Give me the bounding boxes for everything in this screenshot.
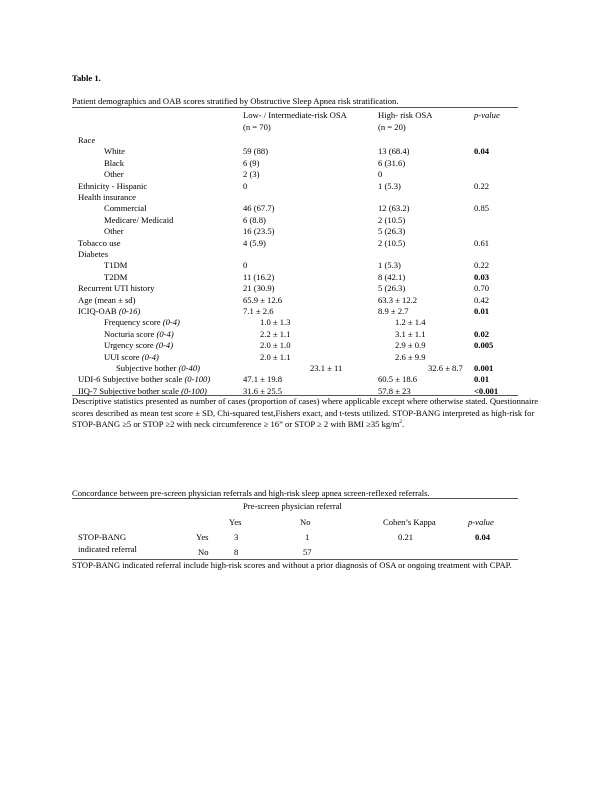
col-low-header-2: (n = 70): [243, 122, 271, 132]
row-other-label: Other: [104, 169, 124, 180]
row-iciq-oab-high: 8.9 ± 2.7: [378, 306, 409, 316]
row-t2dm-low: 11 (16.2): [243, 271, 275, 282]
row-age-mean-sd-low: 65.9 ± 12.6: [243, 294, 283, 305]
table2-top-rule: [72, 498, 518, 499]
col-high-header-2: (n = 20): [378, 122, 406, 132]
row-udi-6-subjective-bother-scale-label: UDI-6 Subjective bother scale (0-100): [78, 374, 211, 385]
row-commercial-low: 46 (67.7): [243, 203, 275, 214]
table2-kappa-value: 0.21: [398, 532, 414, 542]
row-subjective-bother-low: 23.1 ± 11: [310, 363, 343, 373]
table2-col-kappa: Cohen’s Kappa: [383, 517, 436, 527]
row-age-mean-sd-label: Age (mean ± sd): [78, 294, 136, 305]
table2-row-yes-label: Yes: [196, 532, 209, 542]
row-ethnicity-hispanic-low: 0: [243, 180, 248, 191]
row-white-high: 13 (68.4): [378, 146, 410, 157]
row-white-low: 59 (88): [243, 146, 269, 157]
row-recurrent-uti-history-p: 0.70: [474, 283, 490, 294]
row-frequency-score-low: 1.0 ± 1.3: [260, 317, 291, 328]
row-recurrent-uti-history-high: 5 (26.3): [378, 283, 406, 294]
row-commercial-high: 12 (63.2): [378, 203, 410, 214]
row-tobacco-use-label: Tobacco use: [78, 237, 121, 248]
row-recurrent-uti-history-low: 21 (30.9): [243, 283, 275, 294]
row-race-label: Race: [78, 135, 96, 145]
row-subjective-bother-p: 0.001: [474, 363, 494, 373]
table2-footnote: STOP-BANG indicated referral include high-risk scores and without a prior diagnosis of OSA or ongoing treatment with CPAP.: [72, 560, 512, 570]
row-nocturia-score-low: 2.2 ± 1.1: [260, 328, 291, 339]
row-iciq-oab-label: ICIQ-OAB (0-16): [78, 306, 141, 316]
row-black-low: 6 (9): [243, 157, 260, 168]
row-t2dm-high: 8 (42.1): [378, 271, 406, 282]
row-black-label: Black: [104, 157, 125, 168]
col-high-header-1: High- risk OSA: [378, 110, 433, 120]
table2-col-yes: Yes: [229, 517, 242, 527]
table1-footnote: Descriptive statistics presented as number of cases (proportion of cases) where applicable except where otherwise stated. Questionnaire scores described as mean test score ± SD, Chi-squared test,Fishers exact, and t-tests utilized. STOP-BANG interpreted as high-risk for STOP-BANG ≥5 or STOP ≥2 with neck circumference ≥ 16” or STOP ≥ 2 with BMI ≥35 $kg/m^2$.: [72, 396, 539, 430]
row-udi-6-subjective-bother-scale-low: 47.1 ± 19.8: [243, 374, 283, 385]
row-ethnicity-hispanic-label: Ethnicity - Hispanic: [78, 180, 148, 191]
row-urgency-score-high: 2.9 ± 0.9: [395, 340, 426, 351]
row-uui-score-low: 2.0 ± 1.1: [260, 351, 291, 362]
row-uui-score-high: 2.6 ± 9.9: [395, 351, 426, 362]
table2-col-p: p-value: [468, 517, 494, 527]
row-tobacco-use-high: 2 (10.5): [378, 237, 406, 248]
row-iciq-oab-p: 0.01: [474, 306, 490, 316]
table1-label: Table 1.: [72, 73, 101, 83]
row-t2dm-label: T2DM: [104, 271, 128, 282]
row-ethnicity-hispanic-p: 0.22: [474, 180, 490, 191]
row-health-insurance-label: Health insurance: [78, 192, 136, 202]
row-other-low: 16 (23.5): [243, 226, 275, 237]
row-recurrent-uti-history-label: Recurrent UTI history: [78, 283, 155, 294]
row-urgency-score-p: 0.005: [474, 340, 494, 351]
row-medicare-medicaid-high: 2 (10.5): [378, 214, 406, 225]
row-frequency-score-high: 1.2 ± 1.4: [395, 317, 426, 328]
row-ethnicity-hispanic-high: 1 (5.3): [378, 180, 401, 191]
row-medicare-medicaid-label: Medicare/ Medicaid: [104, 214, 174, 225]
row-iciq-oab-low: 7.1 ± 2.6: [243, 306, 274, 316]
row-white-label: White: [104, 146, 125, 157]
row-age-mean-sd-high: 63.3 ± 12.2: [378, 294, 418, 305]
row-subjective-bother-high: 32.6 ± 8.7: [428, 363, 463, 373]
col-p-header: p-value: [474, 110, 500, 120]
row-other-high: 0: [378, 169, 383, 180]
row-other-high: 5 (26.3): [378, 226, 406, 237]
row-uui-score-label: UUI score (0-4): [104, 351, 159, 362]
row-age-mean-sd-p: 0.42: [474, 294, 490, 305]
table2-cell-yes-no: 1: [305, 532, 310, 542]
row-other-low: 2 (3): [243, 169, 260, 180]
row-udi-6-subjective-bother-scale-p: 0.01: [474, 374, 490, 385]
table2-row-label-2: indicated referral: [78, 544, 137, 554]
row-t1dm-low: 0: [243, 260, 248, 271]
row-subjective-bother-label: Subjective bother (0-40): [116, 363, 201, 373]
row-commercial-p: 0.85: [474, 203, 490, 214]
row-white-p: 0.04: [474, 146, 490, 157]
row-black-high: 6 (31.6): [378, 157, 406, 168]
row-tobacco-use-p: 0.61: [474, 237, 490, 248]
row-t1dm-high: 1 (5.3): [378, 260, 401, 271]
table2-row-label-1: STOP-BANG: [78, 532, 127, 542]
table1-top-rule: [72, 107, 518, 108]
row-medicare-medicaid-low: 6 (8.8): [243, 214, 266, 225]
row-iiq-7-subjective-bother-scale-label: IIQ-7 Subjective bother scale (0-100): [78, 385, 207, 396]
table2-caption: Concordance between pre-screen physician referrals and high-risk sleep apnea screen-reflexed referrals.: [72, 488, 430, 498]
row-t1dm-p: 0.22: [474, 260, 490, 271]
table1-caption: Patient demographics and OAB scores stratified by Obstructive Sleep Apnea risk stratification.: [72, 96, 399, 106]
row-urgency-score-label: Urgency score (0-4): [104, 340, 174, 351]
row-iiq-7-subjective-bother-scale-high: 57.8 ± 23: [378, 385, 411, 396]
table2-row-no-label: No: [198, 547, 209, 557]
row-t2dm-p: 0.03: [474, 271, 490, 282]
row-commercial-label: Commercial: [104, 203, 147, 214]
row-nocturia-score-p: 0.02: [474, 328, 490, 339]
row-frequency-score-label: Frequency score (0-4): [104, 317, 180, 328]
row-diabetes-label: Diabetes: [78, 249, 109, 259]
row-tobacco-use-low: 4 (5.9): [243, 237, 266, 248]
row-t1dm-label: T1DM: [104, 260, 128, 271]
row-nocturia-score-label: Nocturia score (0-4): [104, 328, 174, 339]
table2-cell-no-no: 57: [303, 547, 312, 557]
table2-cell-yes-yes: 3: [234, 532, 239, 542]
row-nocturia-score-high: 3.1 ± 1.1: [395, 328, 426, 339]
row-udi-6-subjective-bother-scale-high: 60.5 ± 18.6: [378, 374, 418, 385]
row-urgency-score-low: 2.0 ± 1.0: [260, 340, 291, 351]
table2-cell-no-yes: 8: [234, 547, 239, 557]
table2-p-value: 0.04: [475, 532, 491, 542]
row-other-label: Other: [104, 226, 124, 237]
row-iiq-7-subjective-bother-scale-low: 31.6 ± 25.5: [243, 385, 283, 396]
row-iiq-7-subjective-bother-scale-p: <0.001: [474, 385, 499, 396]
table2-col-no: No: [300, 517, 311, 527]
table2-group-header: Pre-screen physician referral: [243, 501, 342, 511]
col-low-header-1: Low- / Intermediate-risk OSA: [243, 110, 347, 120]
